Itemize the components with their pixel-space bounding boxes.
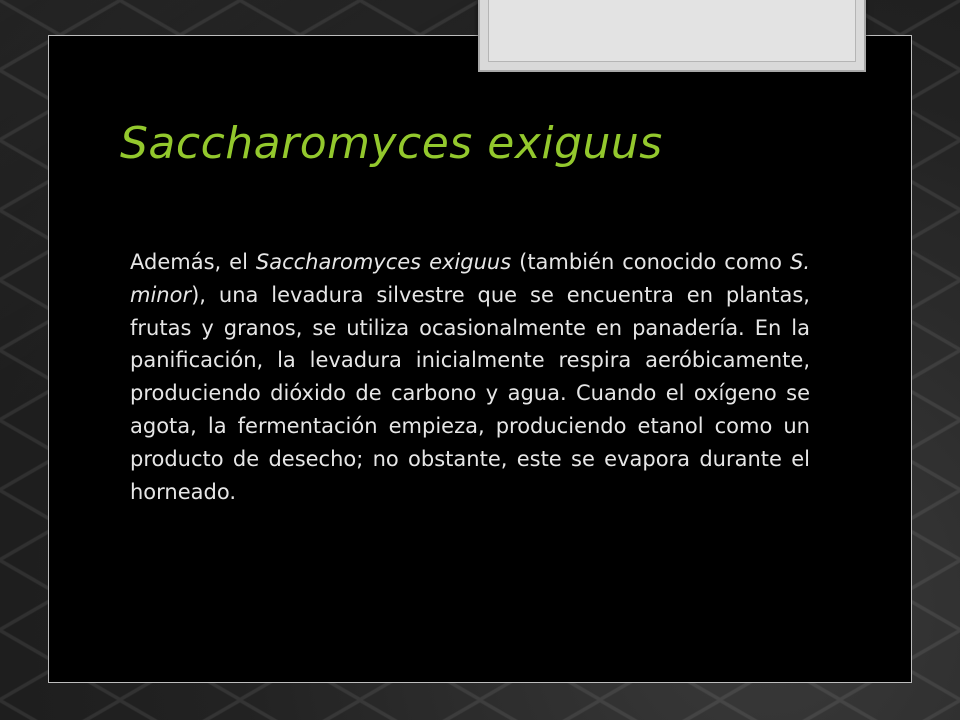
- slide-body-text: [130, 246, 810, 508]
- decorative-frame-inner: [488, 0, 856, 62]
- body-text-segment: Además, el: [130, 250, 256, 274]
- body-italic-species: Saccharomyces exiguus: [255, 250, 512, 274]
- body-italic-synonym: S. minor: [130, 250, 810, 307]
- slide-title: Saccharomyces exiguus: [120, 118, 663, 169]
- body-text-segment: ), una levadura silvestre que se encuentra en plantas, frutas y granos, se utiliza ocasionalmente en panadería. En la panificación, la levadura inicialmente respira aeróbicamente, produciendo dióxido de carbono y agua. Cuando el oxígeno se agota, la fermentación empieza, produciendo etanol como un producto de desecho; no obstante, este se evapora durante el horneado.: [130, 282, 810, 504]
- body-text-segment: (también conocido como: [511, 250, 790, 274]
- decorative-frame: [478, 0, 866, 72]
